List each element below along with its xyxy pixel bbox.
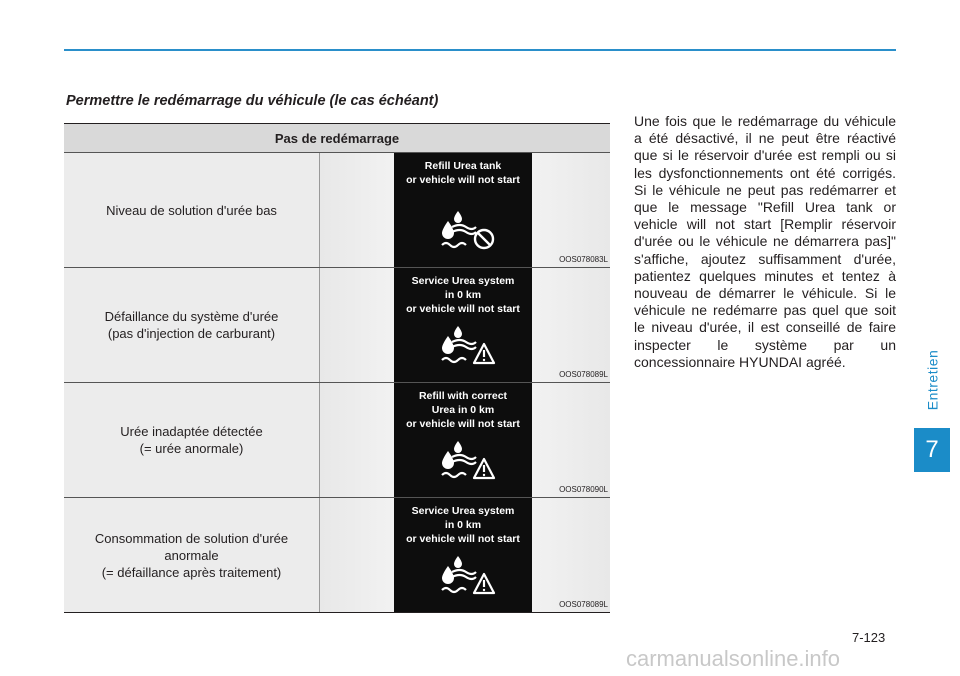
table-row [64, 383, 610, 498]
table-row [64, 153, 610, 268]
chapter-tab-text: Entretien [924, 349, 941, 411]
row-label: Consommation de solution d'urée anormale (= défaillance après traitement) [64, 498, 320, 612]
cluster-display [394, 268, 532, 382]
urea-drop-prohibited-icon [436, 205, 496, 253]
row-figure [320, 383, 610, 497]
watermark: carmanualsonline.info [626, 646, 841, 671]
chapter-tab-label [914, 330, 950, 430]
urea-drop-warning-icon [436, 320, 496, 368]
cluster-display [394, 383, 532, 497]
section-title: Permettre le redémarrage du véhicule (le cas échéant) [66, 93, 439, 109]
chapter-number-badge: 7 [914, 428, 950, 472]
page-number: 7-123 [852, 630, 886, 645]
row-figure [320, 153, 610, 267]
row-label: Niveau de solution d'urée bas [64, 153, 320, 267]
row-figure [320, 268, 610, 382]
body-paragraph: Une fois que le redémarrage du véhicule a été désactivé, il ne peut être réactivé que si le réservoir d'urée est rempli ou si les dysfonctionnements ont été corrigés. Si le véhicule ne peut pas redémarrer et que le message "Refill Urea tank or vehicle will not start [Remplir réservoir d'urée ou le véhicule ne démarrera pas]" s'affiche, ajoutez suffisamment d'urée, patientez quelques minutes et tentez à nouveau de démarrer le véhicule. Si le véhicule ne redémarre pas quel que soit le niveau d'urée, il est conseillé de faire inspecter le système par un concessionnaire HYUNDAI agréé. [634, 113, 896, 370]
figure-code: OOS078089L [559, 370, 608, 379]
urea-drop-warning-icon [436, 435, 496, 483]
urea-drop-warning-icon [436, 550, 496, 598]
display-message: Service Urea system in 0 km or vehicle will not start [406, 275, 520, 315]
row-figure [320, 498, 610, 612]
display-message: Refill Urea tank or vehicle will not start [406, 160, 520, 186]
row-label: Urée inadaptée détectée (= urée anormale) [64, 383, 320, 497]
top-rule [64, 49, 896, 51]
table-row [64, 268, 610, 383]
cluster-display [394, 498, 532, 612]
table-header: Pas de redémarrage [64, 124, 610, 153]
display-message: Refill with correct Urea in 0 km or vehicle will not start [406, 390, 520, 430]
figure-code: OOS078090L [559, 485, 608, 494]
row-label: Défaillance du système d'urée (pas d'injection de carburant) [64, 268, 320, 382]
restart-table [64, 123, 610, 613]
display-message: Service Urea system in 0 km or vehicle will not start [406, 505, 520, 545]
figure-code: OOS078083L [559, 255, 608, 264]
cluster-display [394, 153, 532, 267]
figure-code: OOS078089L [559, 600, 608, 609]
table-row [64, 498, 610, 612]
